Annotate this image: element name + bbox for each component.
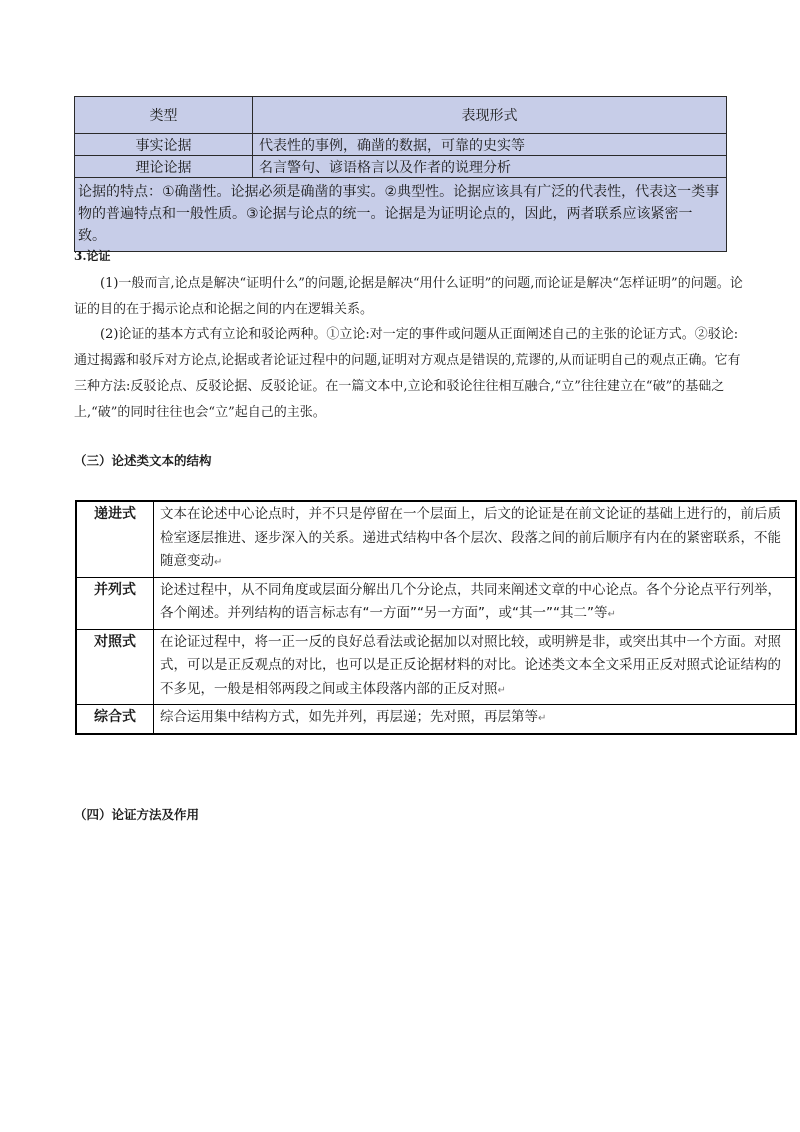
structure-desc-text: 在论证过程中，将一正一反的良好总看法或论据加以对照比较，或明辨是非，或突出其中一个方面。对照式，可以是正反观点的对比，也可以是正反论据材料的对比。论述类文本全文采用正反对照式论证结构的不多见，一般是相邻两段之间或主体段落内部的正反对照 bbox=[160, 633, 781, 697]
structure-desc-text: 综合运用集中结构方式，如先并列，再层递；先对照，再层第等 bbox=[160, 709, 538, 725]
paragraph-2: (2)论证的基本方式有立论和驳论两种。①立论:对一定的事件或问题从正面阐述自己的主张的论证方式。②驳论:通过揭露和驳斥对方论点,论据或者论证过程中的问题,证明对方观点是错误的,荒谬的,从而证明自己的观点正确。它有三种方法:反驳论点、反驳论据、反驳论证。在一篇文本中,立论和驳论往往相互融合,“立”往往建立在“破”的基础之上,“破”的同时往往也会“立”起自己的主张。 bbox=[74, 327, 741, 420]
structure-label: 递进式 bbox=[76, 501, 154, 577]
evidence-features-note: 论据的特点：①确凿性。论据必须是确凿的事实。②典型性。论据应该具有广泛的代表性，代表这一类事物的普遍特点和一般性质。③论据与论点的统一。论据是为证明论点的，因此，两者联系应该紧密一致。 bbox=[75, 178, 727, 252]
table-row bbox=[75, 156, 727, 178]
paragraph-1: (1)一般而言,论点是解决“证明什么”的问题,论据是解决“用什么证明”的问题,而论证是解决“怎样证明”的问题。论证的目的在于揭示论点和论据之间的内在逻辑关系。 bbox=[74, 276, 743, 317]
structure-desc bbox=[154, 577, 797, 629]
structure-desc-text: 文本在论述中心论点时，并不只是停留在一个层面上，后文的论证是在前文论证的基础上进行的，前后质检室逐层推进、逐步深入的关系。递进式结构中各个层次、段落之间的前后顺序有内在的紧密联系，不能随意变动 bbox=[160, 506, 781, 569]
structure-label: 综合式 bbox=[76, 705, 154, 734]
table-row bbox=[76, 577, 796, 629]
structure-label: 对照式 bbox=[76, 629, 154, 705]
table-row bbox=[75, 134, 727, 156]
header-form: 表现形式 bbox=[253, 97, 727, 134]
table-header-row bbox=[75, 97, 727, 134]
cell-mark: ↵ bbox=[214, 557, 223, 568]
cell-form: 名言警句、谚语格言以及作者的说理分析 bbox=[253, 156, 727, 178]
argument-evidence-table bbox=[74, 96, 727, 252]
cell-mark: ↵ bbox=[497, 684, 506, 696]
table-row bbox=[76, 705, 796, 734]
structure-desc-text: 论述过程中，从不同角度或层面分解出几个分论点，共同来阐述文章的中心论点。各个分论点平行列举，各个阐述。并列结构的语言标志有“一方面”“另一方面”，或“其一”“其二”等 bbox=[160, 581, 781, 621]
section-heading-argumentation: 3.论证 bbox=[74, 249, 111, 263]
cell-mark: ↵ bbox=[607, 609, 616, 620]
structure-desc bbox=[154, 705, 797, 734]
cell-mark: ↵ bbox=[538, 713, 547, 724]
table-note-row bbox=[75, 178, 727, 252]
table-row bbox=[76, 629, 796, 705]
cell-type: 理论论据 bbox=[75, 156, 253, 178]
structure-label: 并列式 bbox=[76, 577, 154, 629]
structure-desc bbox=[154, 501, 797, 577]
header-type: 类型 bbox=[75, 97, 253, 134]
cell-type: 事实论据 bbox=[75, 134, 253, 156]
structure-table bbox=[75, 500, 797, 735]
structure-desc bbox=[154, 629, 797, 705]
cell-form: 代表性的事例，确凿的数据，可靠的史实等 bbox=[253, 134, 727, 156]
table-row bbox=[76, 501, 796, 577]
section-title-structure: （三）论述类文本的结构 bbox=[74, 453, 212, 468]
section-title-methods: （四）论证方法及作用 bbox=[74, 807, 200, 822]
